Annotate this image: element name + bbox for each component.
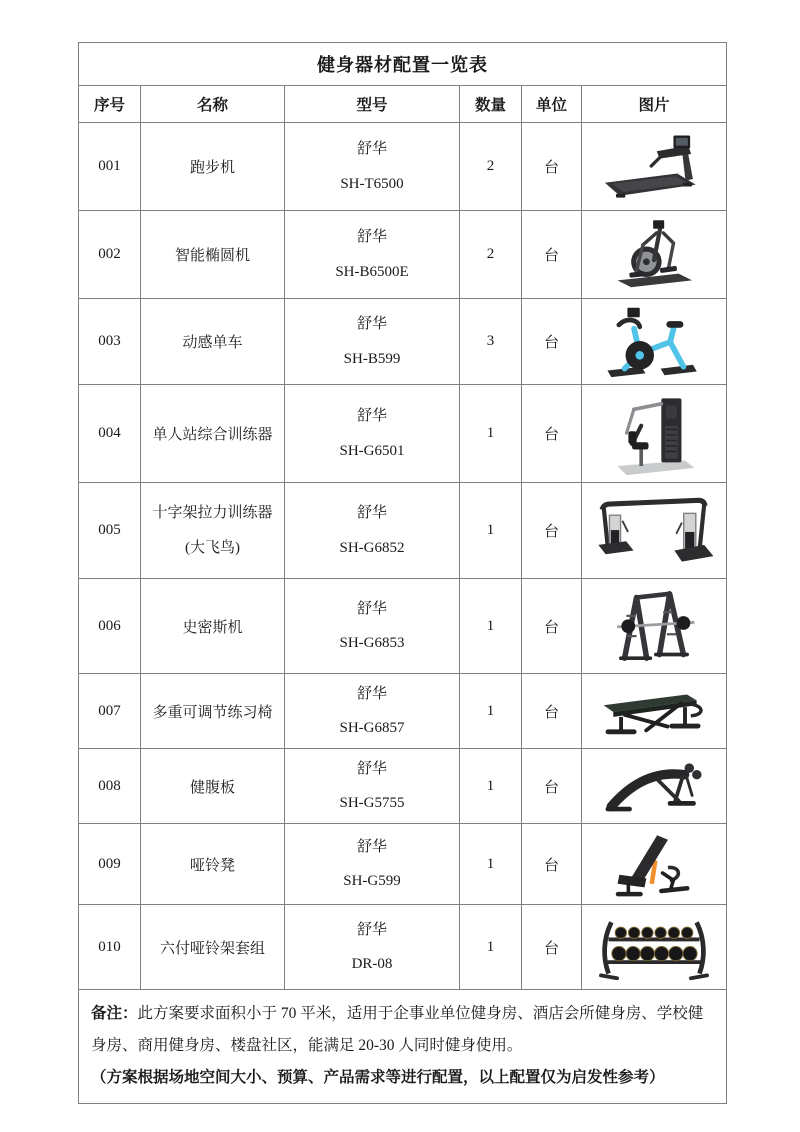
col-header-no: 序号 bbox=[79, 86, 141, 123]
cell-qty: 1 bbox=[460, 905, 522, 990]
brand-line: 舒华 bbox=[356, 408, 387, 424]
dumbbell-rack-image bbox=[592, 911, 716, 983]
cell-no: 002 bbox=[79, 211, 141, 299]
elliptical-image bbox=[602, 216, 706, 294]
smith-machine-image bbox=[608, 584, 700, 668]
cell-qty: 1 bbox=[460, 483, 522, 579]
cell-name: 单人站综合训练器 bbox=[141, 385, 285, 483]
cell-image bbox=[582, 299, 727, 385]
cell-no: 001 bbox=[79, 123, 141, 211]
table-title: 健身器材配置一览表 bbox=[79, 43, 727, 86]
table-row bbox=[79, 579, 727, 674]
note-extra: （方案根据场地空间大小、预算、产品需求等进行配置，以上配置仅为启发性参考） bbox=[91, 1068, 665, 1086]
cell-name: 动感单车 bbox=[141, 299, 285, 385]
col-header-model: 型号 bbox=[285, 86, 460, 123]
brand-line: 舒华 bbox=[356, 760, 387, 777]
table-row bbox=[79, 674, 727, 749]
treadmill-image bbox=[593, 129, 715, 205]
cell-qty: 2 bbox=[460, 123, 522, 211]
note-row bbox=[79, 990, 727, 1104]
model-line: SH-G599 bbox=[343, 873, 401, 889]
col-header-unit: 单位 bbox=[522, 86, 582, 123]
cell-image bbox=[582, 483, 727, 579]
cell-name: 六付哑铃架套组 bbox=[141, 905, 285, 990]
brand-line: 舒华 bbox=[356, 505, 387, 521]
cell-model bbox=[285, 123, 460, 211]
model-line: SH-G6853 bbox=[339, 635, 405, 651]
col-header-image: 图片 bbox=[582, 86, 727, 123]
brand-line: 舒华 bbox=[356, 685, 387, 702]
model-line: SH-G6852 bbox=[339, 539, 405, 556]
header-row bbox=[79, 86, 727, 123]
cell-unit: 台 bbox=[522, 749, 582, 824]
cell-model bbox=[285, 385, 460, 483]
table-row bbox=[79, 299, 727, 385]
ab-board-image bbox=[599, 754, 709, 818]
cell-no: 004 bbox=[79, 385, 141, 483]
table-row bbox=[79, 211, 727, 299]
cell-unit: 台 bbox=[522, 483, 582, 579]
cell-image bbox=[582, 905, 727, 990]
table-row bbox=[79, 385, 727, 483]
cell-model bbox=[285, 299, 460, 385]
cell-no: 007 bbox=[79, 674, 141, 749]
brand-line: 舒华 bbox=[356, 838, 387, 855]
cell-no: 003 bbox=[79, 299, 141, 385]
model-line: SH-G6857 bbox=[339, 720, 405, 736]
spin-bike-image bbox=[601, 304, 707, 380]
table-row bbox=[79, 749, 727, 824]
table-row bbox=[79, 905, 727, 990]
cell-qty: 1 bbox=[460, 824, 522, 905]
cell-model bbox=[285, 211, 460, 299]
cell-qty: 2 bbox=[460, 211, 522, 299]
cell-name: 跑步机 bbox=[141, 123, 285, 211]
cell-image bbox=[582, 385, 727, 483]
cell-image bbox=[582, 749, 727, 824]
cell-no: 006 bbox=[79, 579, 141, 674]
cable-crossover-image bbox=[589, 491, 719, 571]
cell-qty: 1 bbox=[460, 385, 522, 483]
cell-image bbox=[582, 211, 727, 299]
col-header-name: 名称 bbox=[141, 86, 285, 123]
cell-image bbox=[582, 579, 727, 674]
note bbox=[79, 990, 727, 1104]
table-row bbox=[79, 824, 727, 905]
adjustable-bench-image bbox=[595, 680, 713, 742]
cell-no: 010 bbox=[79, 905, 141, 990]
cell-name: 哑铃凳 bbox=[141, 824, 285, 905]
model-line: SH-B6500E bbox=[335, 263, 409, 280]
model-line: SH-G6501 bbox=[339, 442, 405, 459]
cell-image bbox=[582, 824, 727, 905]
cell-model bbox=[285, 579, 460, 674]
cell-name: 多重可调节练习椅 bbox=[141, 674, 285, 749]
cell-unit: 台 bbox=[522, 824, 582, 905]
multi-gym-image bbox=[608, 391, 700, 477]
note-label: 备注： bbox=[91, 1005, 138, 1022]
cell-unit: 台 bbox=[522, 211, 582, 299]
title-row bbox=[79, 43, 727, 86]
cell-unit: 台 bbox=[522, 299, 582, 385]
cell-unit: 台 bbox=[522, 674, 582, 749]
note-text: 此方案要求面积小于 70 平米，适用于企事业单位健身房、酒店会所健身房、学校健身房、商用健身房、楼盘社区，能满足 20-30 人同时健身使用。 bbox=[91, 1005, 704, 1054]
cell-model bbox=[285, 483, 460, 579]
model-line: SH-B599 bbox=[343, 350, 401, 367]
cell-name: 十字架拉力训练器 (大飞鸟) bbox=[141, 483, 285, 579]
brand-line: 舒华 bbox=[356, 141, 387, 157]
cell-unit: 台 bbox=[522, 905, 582, 990]
brand-line: 舒华 bbox=[356, 600, 387, 617]
cell-no: 008 bbox=[79, 749, 141, 824]
cell-image bbox=[582, 674, 727, 749]
col-header-qty: 数量 bbox=[460, 86, 522, 123]
table-row bbox=[79, 123, 727, 211]
cell-no: 005 bbox=[79, 483, 141, 579]
brand-line: 舒华 bbox=[356, 229, 387, 245]
cell-qty: 1 bbox=[460, 579, 522, 674]
cell-unit: 台 bbox=[522, 385, 582, 483]
equipment-table bbox=[78, 42, 727, 1104]
cell-unit: 台 bbox=[522, 579, 582, 674]
document-page bbox=[78, 42, 726, 1104]
cell-model bbox=[285, 824, 460, 905]
cell-name: 健腹板 bbox=[141, 749, 285, 824]
cell-model bbox=[285, 905, 460, 990]
cell-image bbox=[582, 123, 727, 211]
model-line: SH-T6500 bbox=[340, 175, 404, 192]
cell-name: 智能椭圆机 bbox=[141, 211, 285, 299]
note-paragraph bbox=[91, 998, 714, 1062]
cell-unit: 台 bbox=[522, 123, 582, 211]
brand-line: 舒华 bbox=[356, 316, 387, 332]
cell-qty: 1 bbox=[460, 674, 522, 749]
brand-line: 舒华 bbox=[356, 921, 387, 938]
cell-qty: 3 bbox=[460, 299, 522, 385]
cell-model bbox=[285, 674, 460, 749]
table-row bbox=[79, 483, 727, 579]
model-line: DR-08 bbox=[351, 956, 393, 972]
cell-model bbox=[285, 749, 460, 824]
cell-name: 史密斯机 bbox=[141, 579, 285, 674]
cell-no: 009 bbox=[79, 824, 141, 905]
model-line: SH-G5755 bbox=[339, 795, 405, 811]
cell-qty: 1 bbox=[460, 749, 522, 824]
dumbbell-bench-image bbox=[606, 828, 702, 900]
